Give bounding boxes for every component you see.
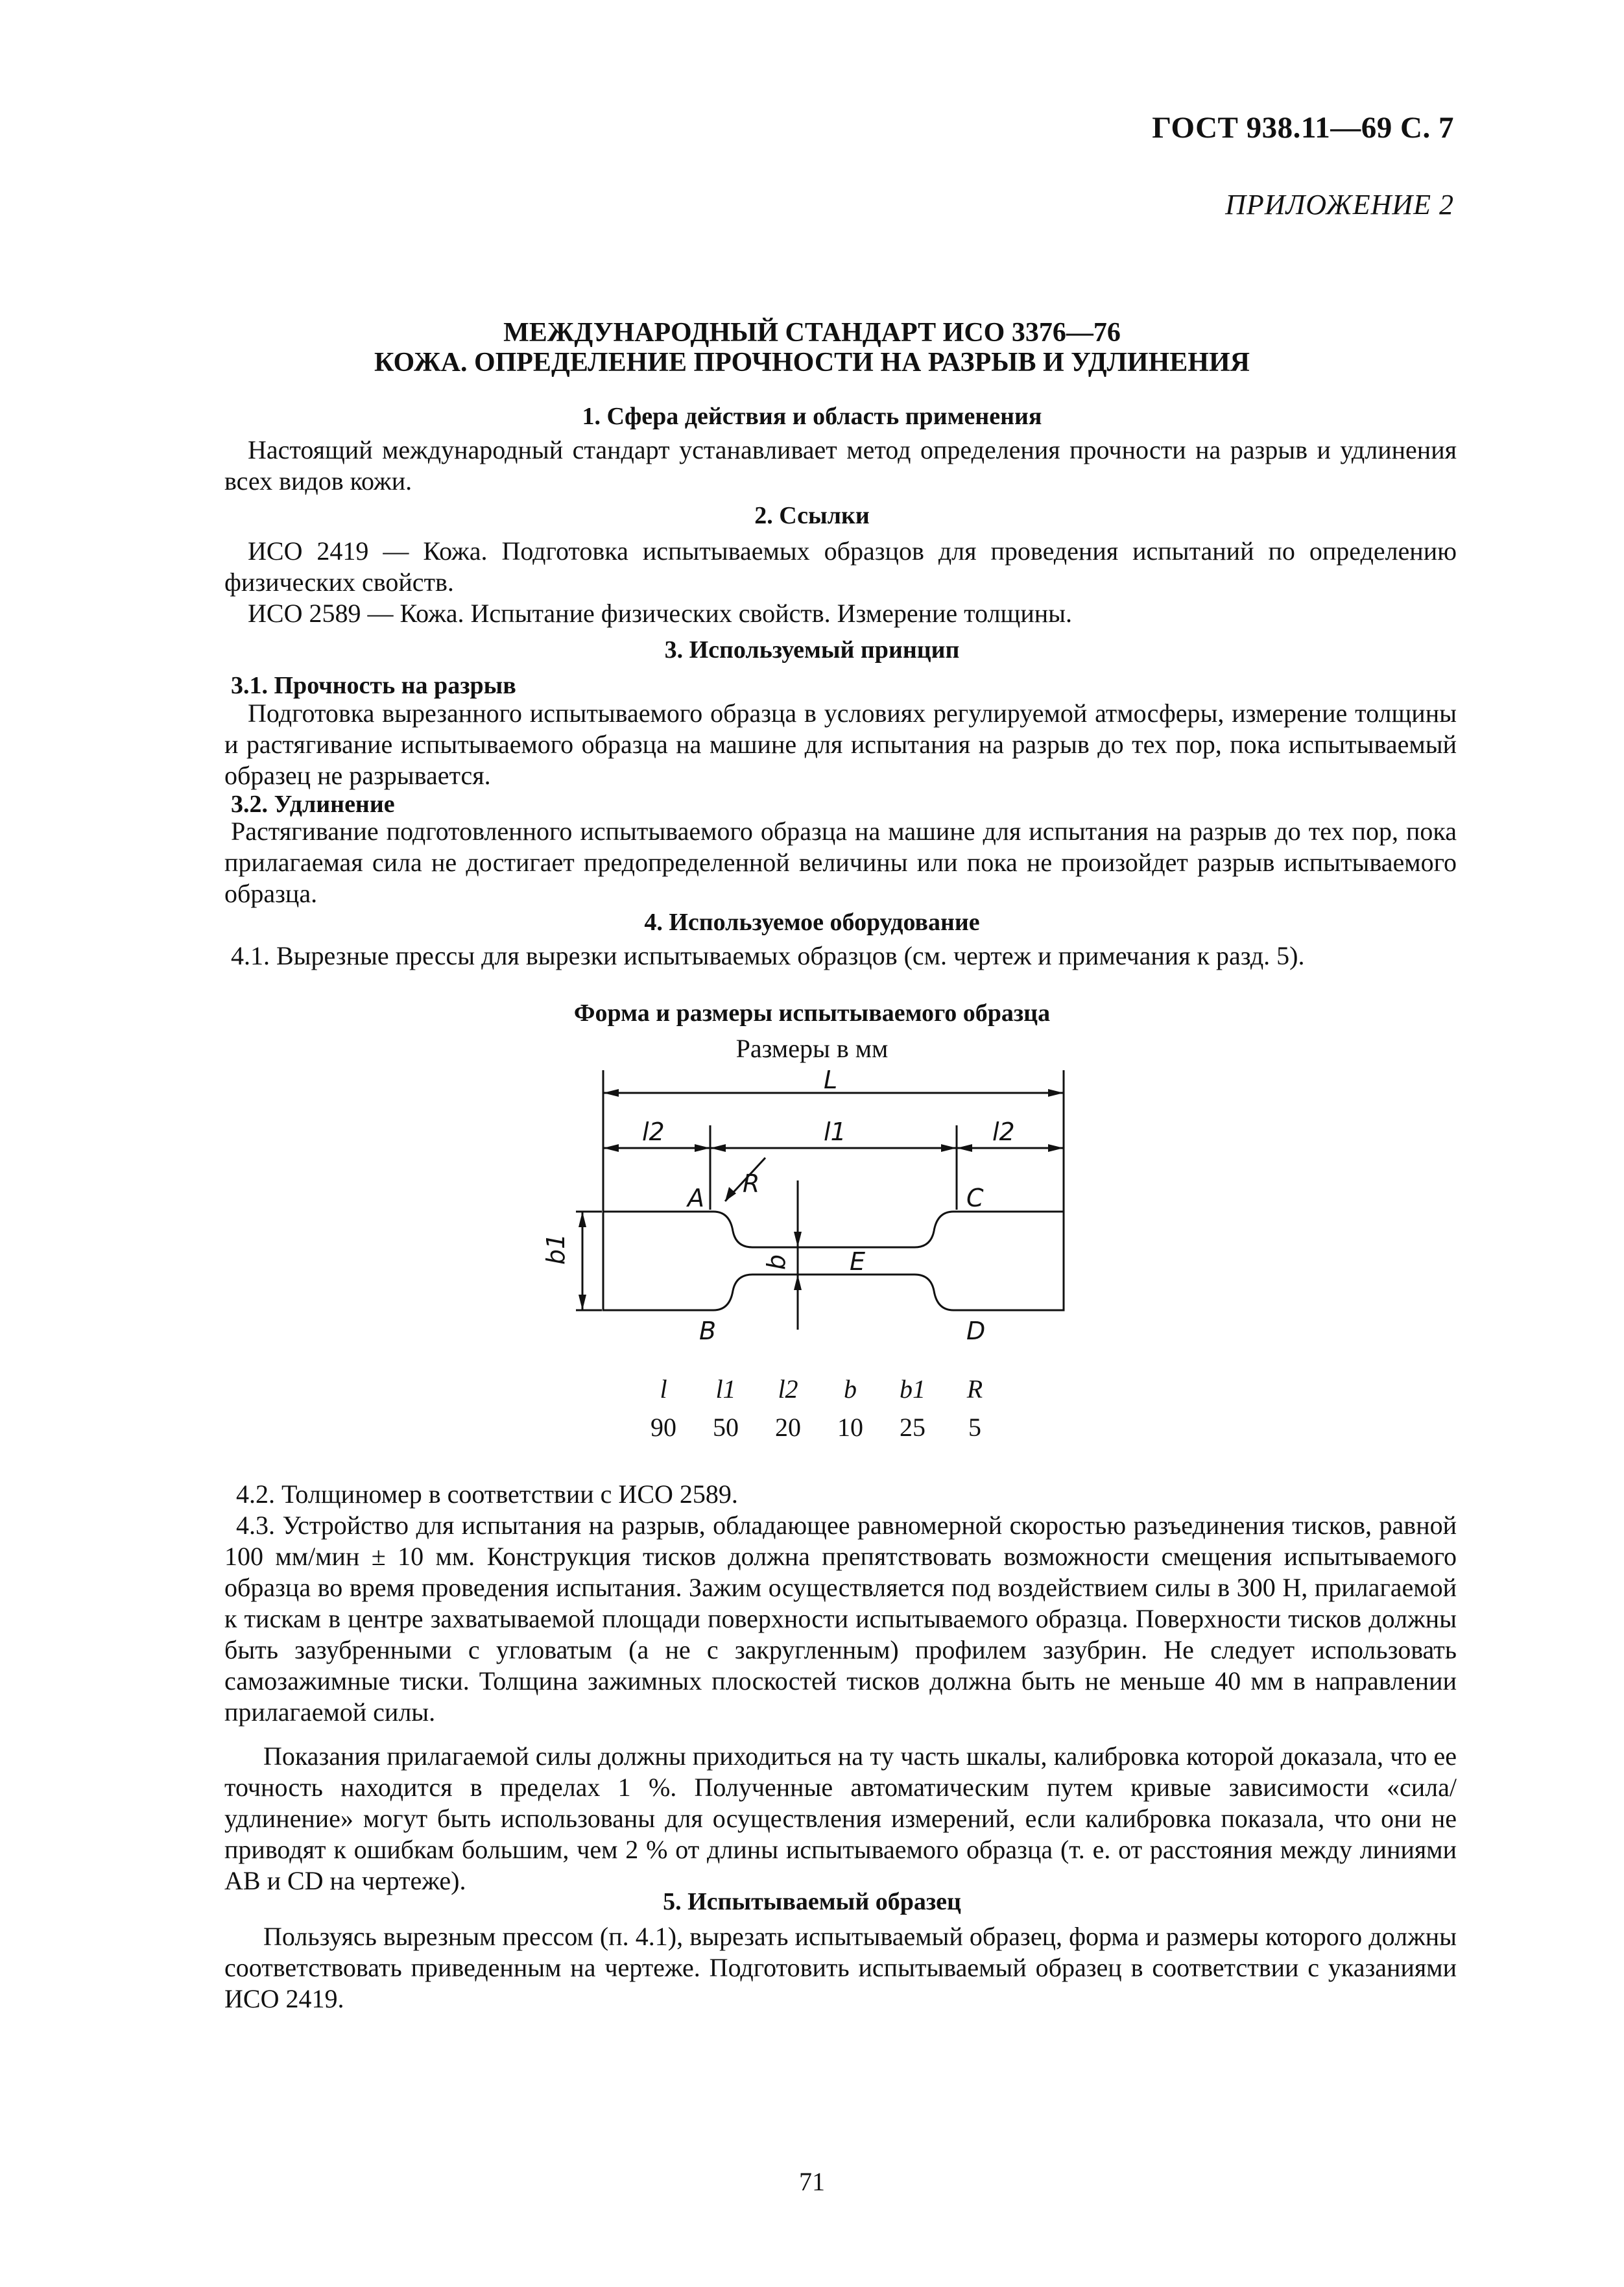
section-4-2-3-text: [224, 1479, 1457, 1897]
title-line-2: КОЖА. ОПРЕДЕЛЕНИЕ ПРОЧНОСТИ НА РАЗРЫВ И УДЛИНЕНИЯ: [374, 348, 1250, 377]
label-b1: b1: [542, 1233, 570, 1265]
dim-value-cell: 5: [968, 1413, 981, 1442]
arrow-l2-right-b: [1048, 1144, 1064, 1152]
dim-value-cell: 20: [775, 1413, 801, 1442]
specimen-outline: [603, 1212, 1064, 1310]
arrow-l1-b: [941, 1144, 957, 1152]
dim-value-cell: 10: [837, 1413, 863, 1442]
title-line-1: МЕЖДУНАРОДНЫЙ СТАНДАРТ ИСО 3376—76: [503, 318, 1121, 348]
label-C: C: [966, 1184, 984, 1212]
label-A: A: [687, 1184, 704, 1212]
arrow-radius: [725, 1187, 736, 1201]
item-4-1: 4.1. Вырезные прессы для вырезки испытываемых образцов (см. чертеж и примечания к разд. 5).: [231, 941, 1305, 970]
section-1-paragraph: Настоящий международный стандарт устанавливает метод определения прочности на разрыв и удлинения всех видов кожи.: [224, 435, 1457, 496]
section-2-text: [224, 536, 1457, 629]
arrow-l2-left-a: [603, 1144, 619, 1152]
arrow-b-top: [794, 1232, 802, 1247]
label-l2-right: l2: [992, 1118, 1015, 1146]
section-3-2-heading: 3.2. Удлинение: [231, 791, 395, 818]
section-3-2-paragraph: Растягивание подготовленного испытываемого образца на машине для испытания на разрыв до тех пор, пока прилагаемая сила не достигает предопределенной величины или пока не произойдет разрыв испытываемого образца.: [224, 817, 1457, 908]
label-l2-left: l2: [642, 1118, 665, 1146]
dim-value-cell: 50: [713, 1413, 739, 1442]
section-1-heading: 1. Сфера действия и область применения: [582, 403, 1042, 430]
appendix-label: ПРИЛОЖЕНИЕ 2: [1225, 189, 1454, 221]
section-5-text: [224, 1921, 1457, 2015]
item-4-2: 4.2. Толщиномер в соответствии с ИСО 2589.: [236, 1479, 738, 1509]
section-4-heading: 4. Используемое оборудование: [644, 909, 980, 936]
reference-iso-2589: ИСО 2589 — Кожа. Испытание физических свойств. Измерение толщины.: [248, 599, 1073, 628]
section-3-1-paragraph: Подготовка вырезанного испытываемого образца в условиях регулируемой атмосферы, измерение толщины и растягивание испытываемого образца на машине для испытания на разрыв до тех пор, пока испытываемый образец не разрывается.: [224, 699, 1457, 790]
item-4-3-paragraph-2: Показания прилагаемой силы должны приходиться на ту часть шкалы, калибровка которой доказала, что ее точность находится в пределах 1 %. Полученные автоматическим путем кривые зависимости «сила/удлинение» могут быть использованы для осуществления измерений, если калибровка показала, что они не приводят к ошибкам большим, чем 2 % от длины испытываемого образца (т. е. от расстояния между линиями AB и CD на чертеже).: [224, 1742, 1457, 1895]
figure-caption: Форма и размеры испытываемого образца: [573, 1000, 1051, 1027]
section-2-heading: 2. Ссылки: [754, 502, 870, 529]
dim-header-cell: R: [966, 1374, 983, 1404]
dimensions-header-row: [632, 1370, 1006, 1408]
dim-header-cell: l: [660, 1374, 667, 1404]
figure-units: Размеры в мм: [735, 1034, 889, 1063]
label-b: b: [762, 1254, 791, 1270]
arrow-b1-top: [579, 1212, 586, 1227]
arrow-l1-a: [710, 1144, 726, 1152]
arrow-l2-right-a: [957, 1144, 972, 1152]
item-4-3: 4.3. Устройство для испытания на разрыв, обладающее равномерной скоростью разъединения тисков, равной 100 мм/мин ± 10 мм. Конструкция тисков должна препятствовать возможности смещения испытываемого образца во время проведения испытания. Зажим осуществляется под воздействием силы в 300 Н, прилагаемой к тискам в центре захватываемой площади поверхности испытываемого образца. Поверхности тисков должны быть зазубренными с угловатым (а не с закругленным) профилем зазубрин. Не следует использовать самозажимные тиски. Толщина зажимных плоскостей тисков должна быть не меньше 40 мм в направлении прилагаемой силы.: [224, 1511, 1457, 1727]
dimensions-table: [632, 1370, 1006, 1446]
dim-value-cell: 90: [651, 1413, 676, 1442]
label-R: R: [743, 1169, 760, 1198]
section-3-2-text: [224, 816, 1457, 909]
arrow-l2-left-b: [695, 1144, 710, 1152]
arrow-L-left: [603, 1089, 619, 1097]
arrow-b1-bottom: [579, 1295, 586, 1310]
doc-reference: ГОСТ 938.11—69 С. 7: [1152, 111, 1454, 145]
section-3-heading: 3. Используемый принцип: [664, 636, 960, 664]
label-B: B: [699, 1317, 717, 1345]
page-number: 71: [799, 2167, 825, 2196]
dimensions-value-row: [632, 1408, 1006, 1446]
label-l1: l1: [824, 1118, 846, 1146]
reference-iso-2419: ИСО 2419 — Кожа. Подготовка испытываемых образцов для проведения испытаний по определению физических свойств.: [224, 536, 1457, 597]
label-D: D: [966, 1317, 986, 1345]
dim-header-cell: b1: [900, 1374, 925, 1404]
label-E: E: [850, 1247, 866, 1276]
section-5-paragraph: Пользуясь вырезным прессом (п. 4.1), вырезать испытываемый образец, форма и размеры которого должны соответствовать приведенным на чертеже. Подготовить испытываемый образец в соответствии с указаниями ИСО 2419.: [224, 1922, 1457, 2013]
dim-header-cell: b: [844, 1374, 857, 1404]
arrow-L-right: [1048, 1089, 1064, 1097]
dim-value-cell: 25: [900, 1413, 925, 1442]
label-L: L: [824, 1066, 838, 1094]
arrow-b-bottom: [794, 1275, 802, 1290]
section-5-heading: 5. Испытываемый образец: [663, 1888, 961, 1915]
specimen-drawing: [542, 1064, 1083, 1345]
section-1-text: [224, 435, 1457, 497]
section-3-1-heading: 3.1. Прочность на разрыв: [231, 672, 516, 699]
section-3-1-text: [224, 698, 1457, 791]
section-4-1-text: [224, 940, 1457, 972]
dim-header-cell: l2: [778, 1374, 798, 1404]
dim-header-cell: l1: [715, 1374, 736, 1404]
